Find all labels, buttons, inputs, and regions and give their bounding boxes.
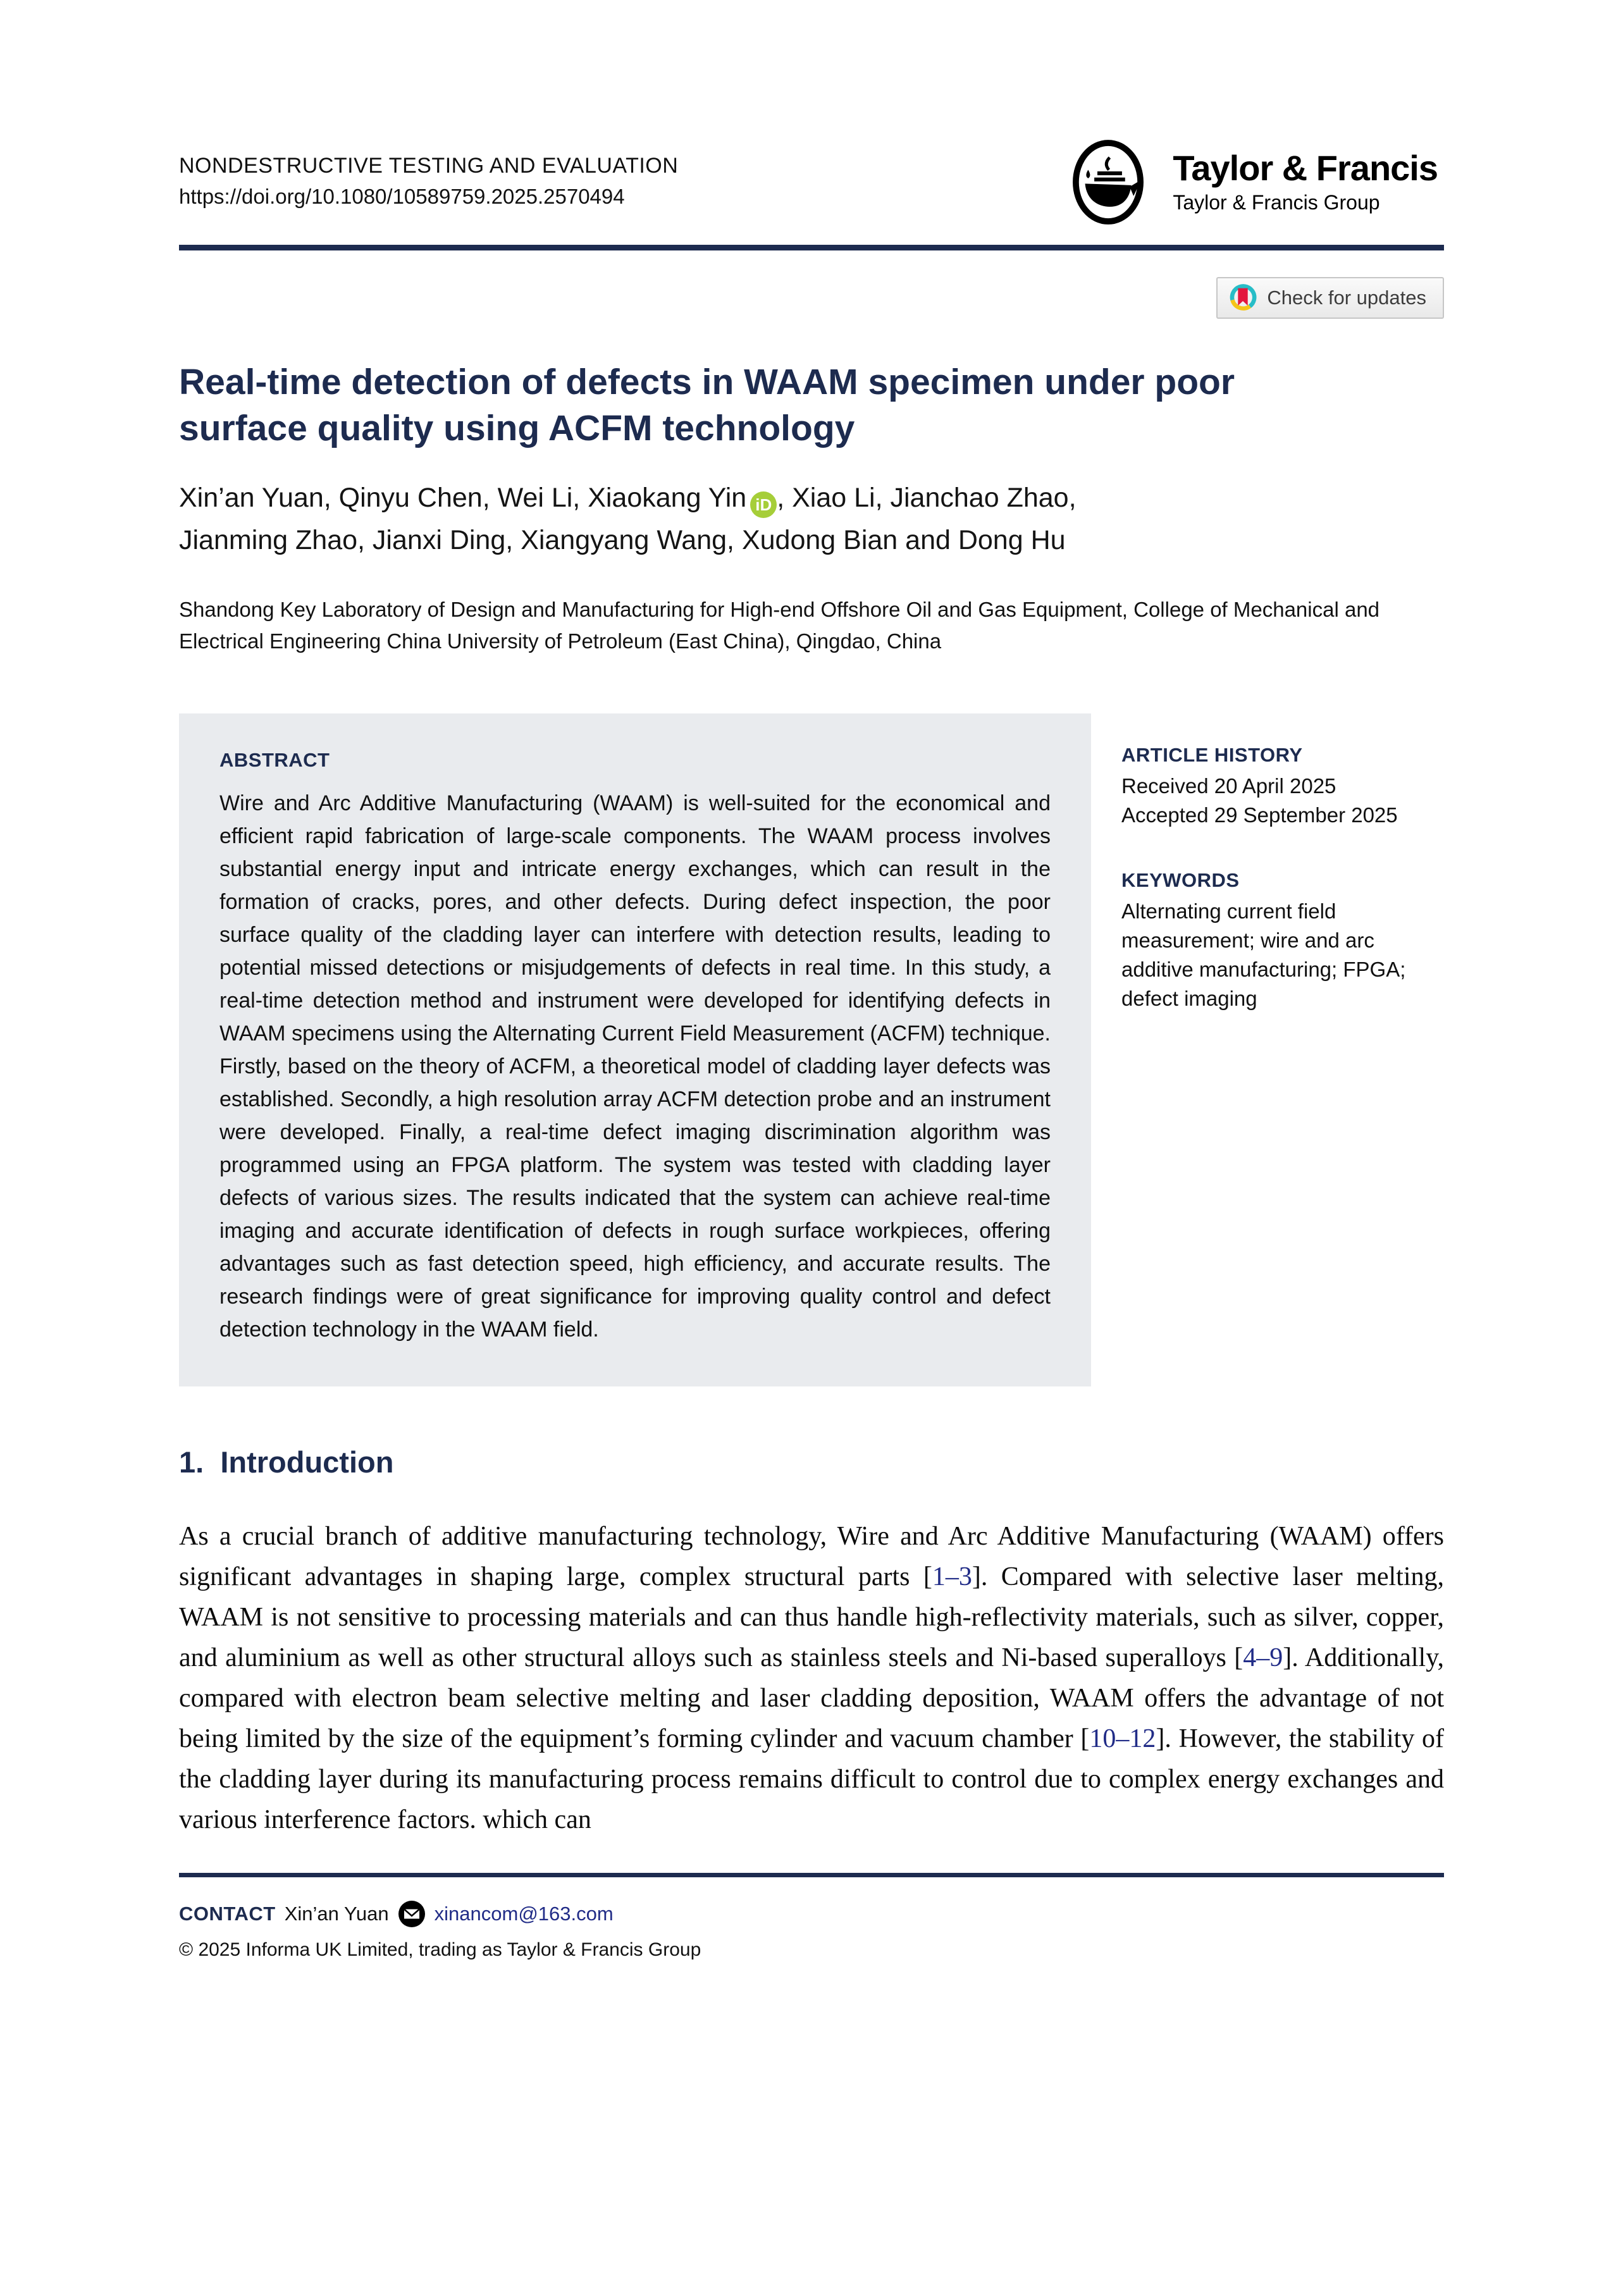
journal-name: NONDESTRUCTIVE TESTING AND EVALUATION (179, 154, 679, 178)
article-title: Real-time detection of defects in WAAM specimen under poor surface quality using ACFM technology (179, 362, 1235, 448)
accepted-date: Accepted 29 September 2025 (1121, 803, 1398, 827)
authors-line1-post: , Xiao Li, Jianchao Zhao, (777, 482, 1077, 513)
taylor-francis-teapot-icon (1060, 136, 1156, 228)
contact-row (179, 1900, 1444, 1928)
crossmark-icon (1229, 284, 1257, 312)
abstract-box (179, 713, 1091, 1386)
author-list (179, 477, 1419, 561)
journal-block (179, 136, 678, 209)
introduction-text-segment: ]. Compared with selective laser melting, WAAM is not sensitive to processing materials and can thus handle high-reflectivity materials, such as silver, copper, and aluminium as well as other structural alloys such as stainless steels and Ni-based superalloys [ (179, 1562, 1444, 1672)
citation-link[interactable]: 1–3 (932, 1562, 972, 1591)
publisher-name: Taylor & Francis (1173, 148, 1438, 188)
citation-link[interactable]: 4–9 (1243, 1643, 1283, 1672)
introduction-text-segment: ]. However, the stability of the cladding layer during its manufacturing process remains difficult to control due to complex energy exchanges and various interference factors. which can (179, 1724, 1444, 1834)
introduction-paragraph (179, 1516, 1444, 1840)
check-for-updates-button[interactable] (1216, 277, 1444, 319)
header-divider (179, 245, 1444, 250)
introduction-text-segment: ]. Additionally, compared with electron beam selective melting and laser cladding deposition, WAAM offers the advantage of not being limited by the size of the equipment’s forming cylinder and vacuum chamber [ (179, 1643, 1444, 1753)
meta-spacer (1121, 830, 1420, 869)
page-header (179, 136, 1444, 228)
authors-line2: Jianming Zhao, Jianxi Ding, Xiangyang Wang, Xudong Bian and Dong Hu (179, 524, 1066, 555)
keywords-label: KEYWORDS (1121, 868, 1240, 891)
keywords-text: Alternating current field measurement; wire and arc additive manufacturing; FPGA; defect imaging (1121, 899, 1406, 1010)
orcid-icon[interactable]: iD (750, 491, 777, 518)
doi-link[interactable]: https://doi.org/10.1080/10589759.2025.2570494 (179, 185, 625, 208)
abstract-label: ABSTRACT (219, 748, 330, 771)
article-history-label: ARTICLE HISTORY (1121, 743, 1303, 766)
email-icon (398, 1900, 426, 1928)
check-for-updates-label: Check for updates (1267, 287, 1426, 309)
authors-line1-pre: Xin’an Yuan, Qinyu Chen, Wei Li, Xiaokang Yin (179, 482, 747, 513)
publisher-logo-text (1173, 150, 1438, 214)
introduction-text-segment: As a crucial branch of additive manufacturing technology, Wire and Arc Additive Manufacturing (WAAM) offers significant advantages in shaping large, complex structural parts [ (179, 1521, 1444, 1591)
updates-row (179, 277, 1444, 319)
abstract-section (179, 713, 1444, 1386)
footer-divider (179, 1873, 1444, 1877)
contact-email-link[interactable]: xinancom@163.com (434, 1902, 614, 1925)
affiliation: Shandong Key Laboratory of Design and Manufacturing for High-end Offshore Oil and Gas Equipment, College of Mechanical and Electrical Engineering China University of Petroleum (East China), Qingdao, China (179, 598, 1380, 653)
article-meta-column (1091, 713, 1420, 1013)
citation-link[interactable]: 10–12 (1089, 1724, 1156, 1753)
received-date: Received 20 April 2025 (1121, 774, 1336, 798)
copyright-line: © 2025 Informa UK Limited, trading as Taylor & Francis Group (179, 1939, 701, 1960)
contact-name: Xin’an Yuan (284, 1902, 389, 1925)
abstract-text: Wire and Arc Additive Manufacturing (WAAM) is well-suited for the economical and efficient rapid fabrication of large-scale components. The WAAM process involves substantial energy input and intricate energy exchanges, which can result in the formation of cracks, pores, and other defects. During defect inspection, the poor surface quality of the cladding layer can interfere with detection results, leading to potential missed detections or misjudgements of defects in real time. In this study, a real-time detection method and instrument were developed for identifying defects in WAAM specimens using the Alternating Current Field Measurement (ACFM) technique. Firstly, based on the theory of ACFM, a theoretical model of cladding layer defects was established. Secondly, a high resolution array ACFM detection probe and an instrument were developed. Finally, a real-time defect imaging discrimination algorithm was programmed using an FPGA platform. The system was tested with cladding layer defects of various sizes. The results indicated that the system can achieve real-time imaging and accurate identification of defects in rough surface workpieces, offering advantages such as fast detection speed, high efficiency, and accurate results. The research findings were of great significance for improving quality control and defect detection technology in the WAAM field. (219, 791, 1051, 1342)
publisher-group: Taylor & Francis Group (1173, 190, 1380, 214)
introduction-heading: 1. Introduction (179, 1445, 394, 1479)
publisher-logo (1060, 136, 1438, 228)
contact-label: CONTACT (179, 1902, 276, 1925)
